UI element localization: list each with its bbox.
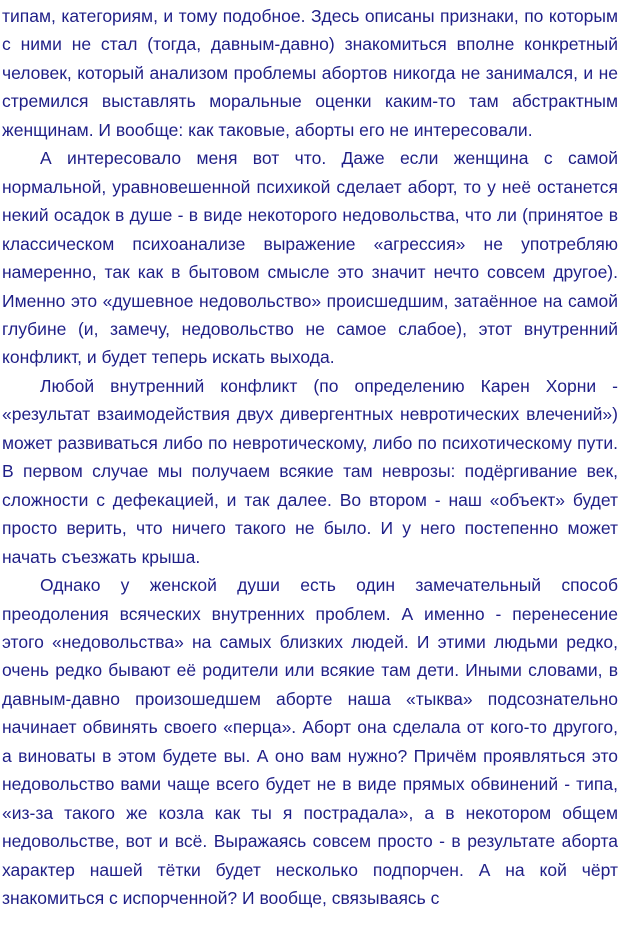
- paragraph: А интересовало меня вот что. Даже если женщина с самой нормальной, уравновешенной психикой сделает аборт, то у неё останется некий осадок в душе - в виде некоторого недовольства, что ли (принятое в классическом психоанализе выражение «агрессия» не употребляю намеренно, так как в бытовом смысле это значит нечто совсем другое). Именно это «душевное недовольство» происшедшим, затаённое на самой глубине (и, замечу, недовольство не самое слабое), этот внутренний конфликт, и будет теперь искать выхода.: [2, 148, 618, 368]
- paragraph-continuation: типам, категориям, и тому подобное. Здесь описаны признаки, по которым с ними не стал (тогда, давным-давно) знакомиться вполне конкретный человек, который анализом проблемы абортов никогда не занимался, и не стремился выставлять моральные оценки каким-то там абстрактным женщинам. И вообще: как таковые, аборты его не интересовали.: [2, 6, 618, 140]
- paragraph: Любой внутренний конфликт (по определению Карен Хорни - «результат взаимодействия двух дивергентных невротических влечений») может развиваться либо по невротическому, либо по психотическому пути. В первом случае мы получаем всякие там неврозы: подёргивание век, сложности с дефекацией, и так далее. Во втором - наш «объект» будет просто верить, что ничего такого не было. И у него постепенно может начать съезжать крыша.: [2, 375, 618, 567]
- paragraph: Однако у женской души есть один замечательный способ преодоления всяческих внутренних проблем. А именно - перенесение этого «недовольства» на самых близких людей. И этими людьми редко, очень редко бывают её родители или всякие там дети. Иными словами, в давным-давно произошедшем аборте наша «тыква» подсознательно начинает обвинять своего «перца». Аборт она сделала от кого-то другого, а виноваты в этом будете вы. А оно вам нужно? Причём проявляться это недовольство вами чаще всего будет не в виде прямых обвинений - типа, «из-за такого же козла как ты я пострадала», а в некотором общем недовольстве, вот и всё. Выражаясь совсем просто - в результате аборта характер нашей тётки будет несколько подпорчен. А на кой чёрт знакомиться с испорченной? И вообще, связываясь с: [2, 575, 618, 909]
